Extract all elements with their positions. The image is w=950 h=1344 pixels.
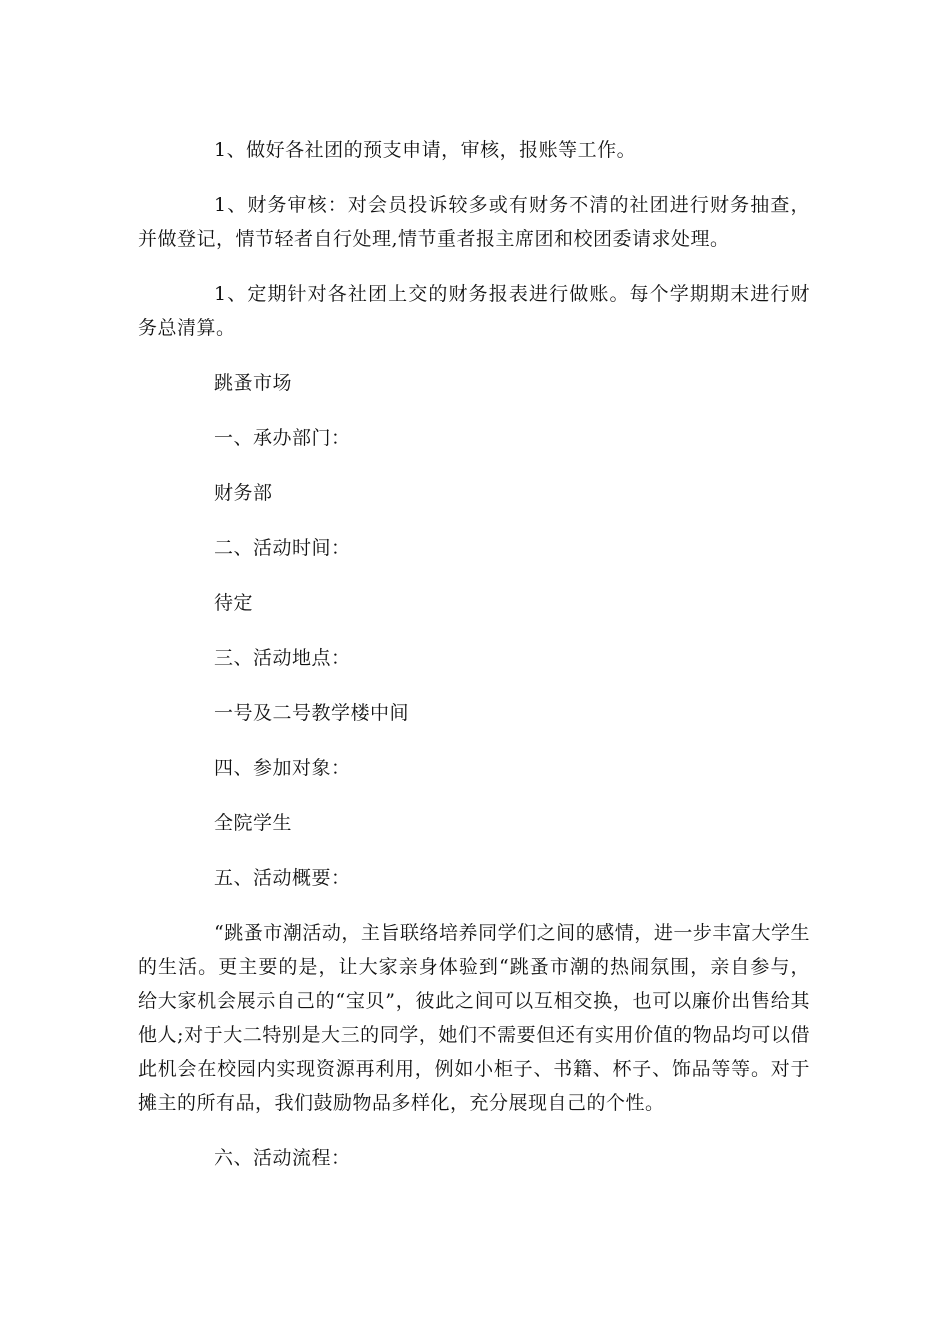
value-location: 一号及二号教学楼中间	[214, 702, 410, 724]
value-organizer: 财务部	[214, 482, 273, 504]
heading-time: 二、活动时间：	[214, 537, 351, 559]
section-title-flea-market: 跳蚤市场	[214, 372, 293, 394]
paragraph-financial-audit: 1、财务审核：对会员投诉较多或有财务不清的社团进行财务抽查，并做登记，情节轻者自行处理,情节重者报主席团和校团委请求处理。	[138, 194, 810, 250]
value-time: 待定	[214, 592, 254, 614]
heading-participants: 四、参加对象：	[214, 757, 351, 779]
paragraph-budget-duties: 1、做好各社团的预支申请，审核，报账等工作。	[214, 139, 637, 161]
heading-overview: 五、活动概要：	[214, 867, 351, 889]
paragraph-overview: “跳蚤市潮活动，主旨联络培养同学们之间的感情，进一步丰富大学生的生活。更主要的是，让大家亲身体验到“跳蚤市潮的热闹氛围，亲自参与，给大家机会展示自己的“宝贝”，彼此之间可以互相交换，也可以廉价出售给其他人;对于大二特别是大三的同学，她们不需要但还有实用价值的物品均可以借此机会在校园内实现资源再利用，例如小柜子、书籍、杯子、饰品等等。对于摊主的所有品，我们鼓励物品多样化，充分展现自己的个性。	[138, 922, 810, 1114]
value-participants: 全院学生	[214, 812, 293, 834]
paragraph-bookkeeping: 1、定期针对各社团上交的财务报表进行做账。每个学期期末进行财务总清算。	[138, 283, 810, 339]
document-body	[138, 133, 810, 1196]
heading-process: 六、活动流程：	[214, 1147, 351, 1169]
heading-organizer: 一、承办部门：	[214, 427, 351, 449]
heading-location: 三、活动地点：	[214, 647, 351, 669]
